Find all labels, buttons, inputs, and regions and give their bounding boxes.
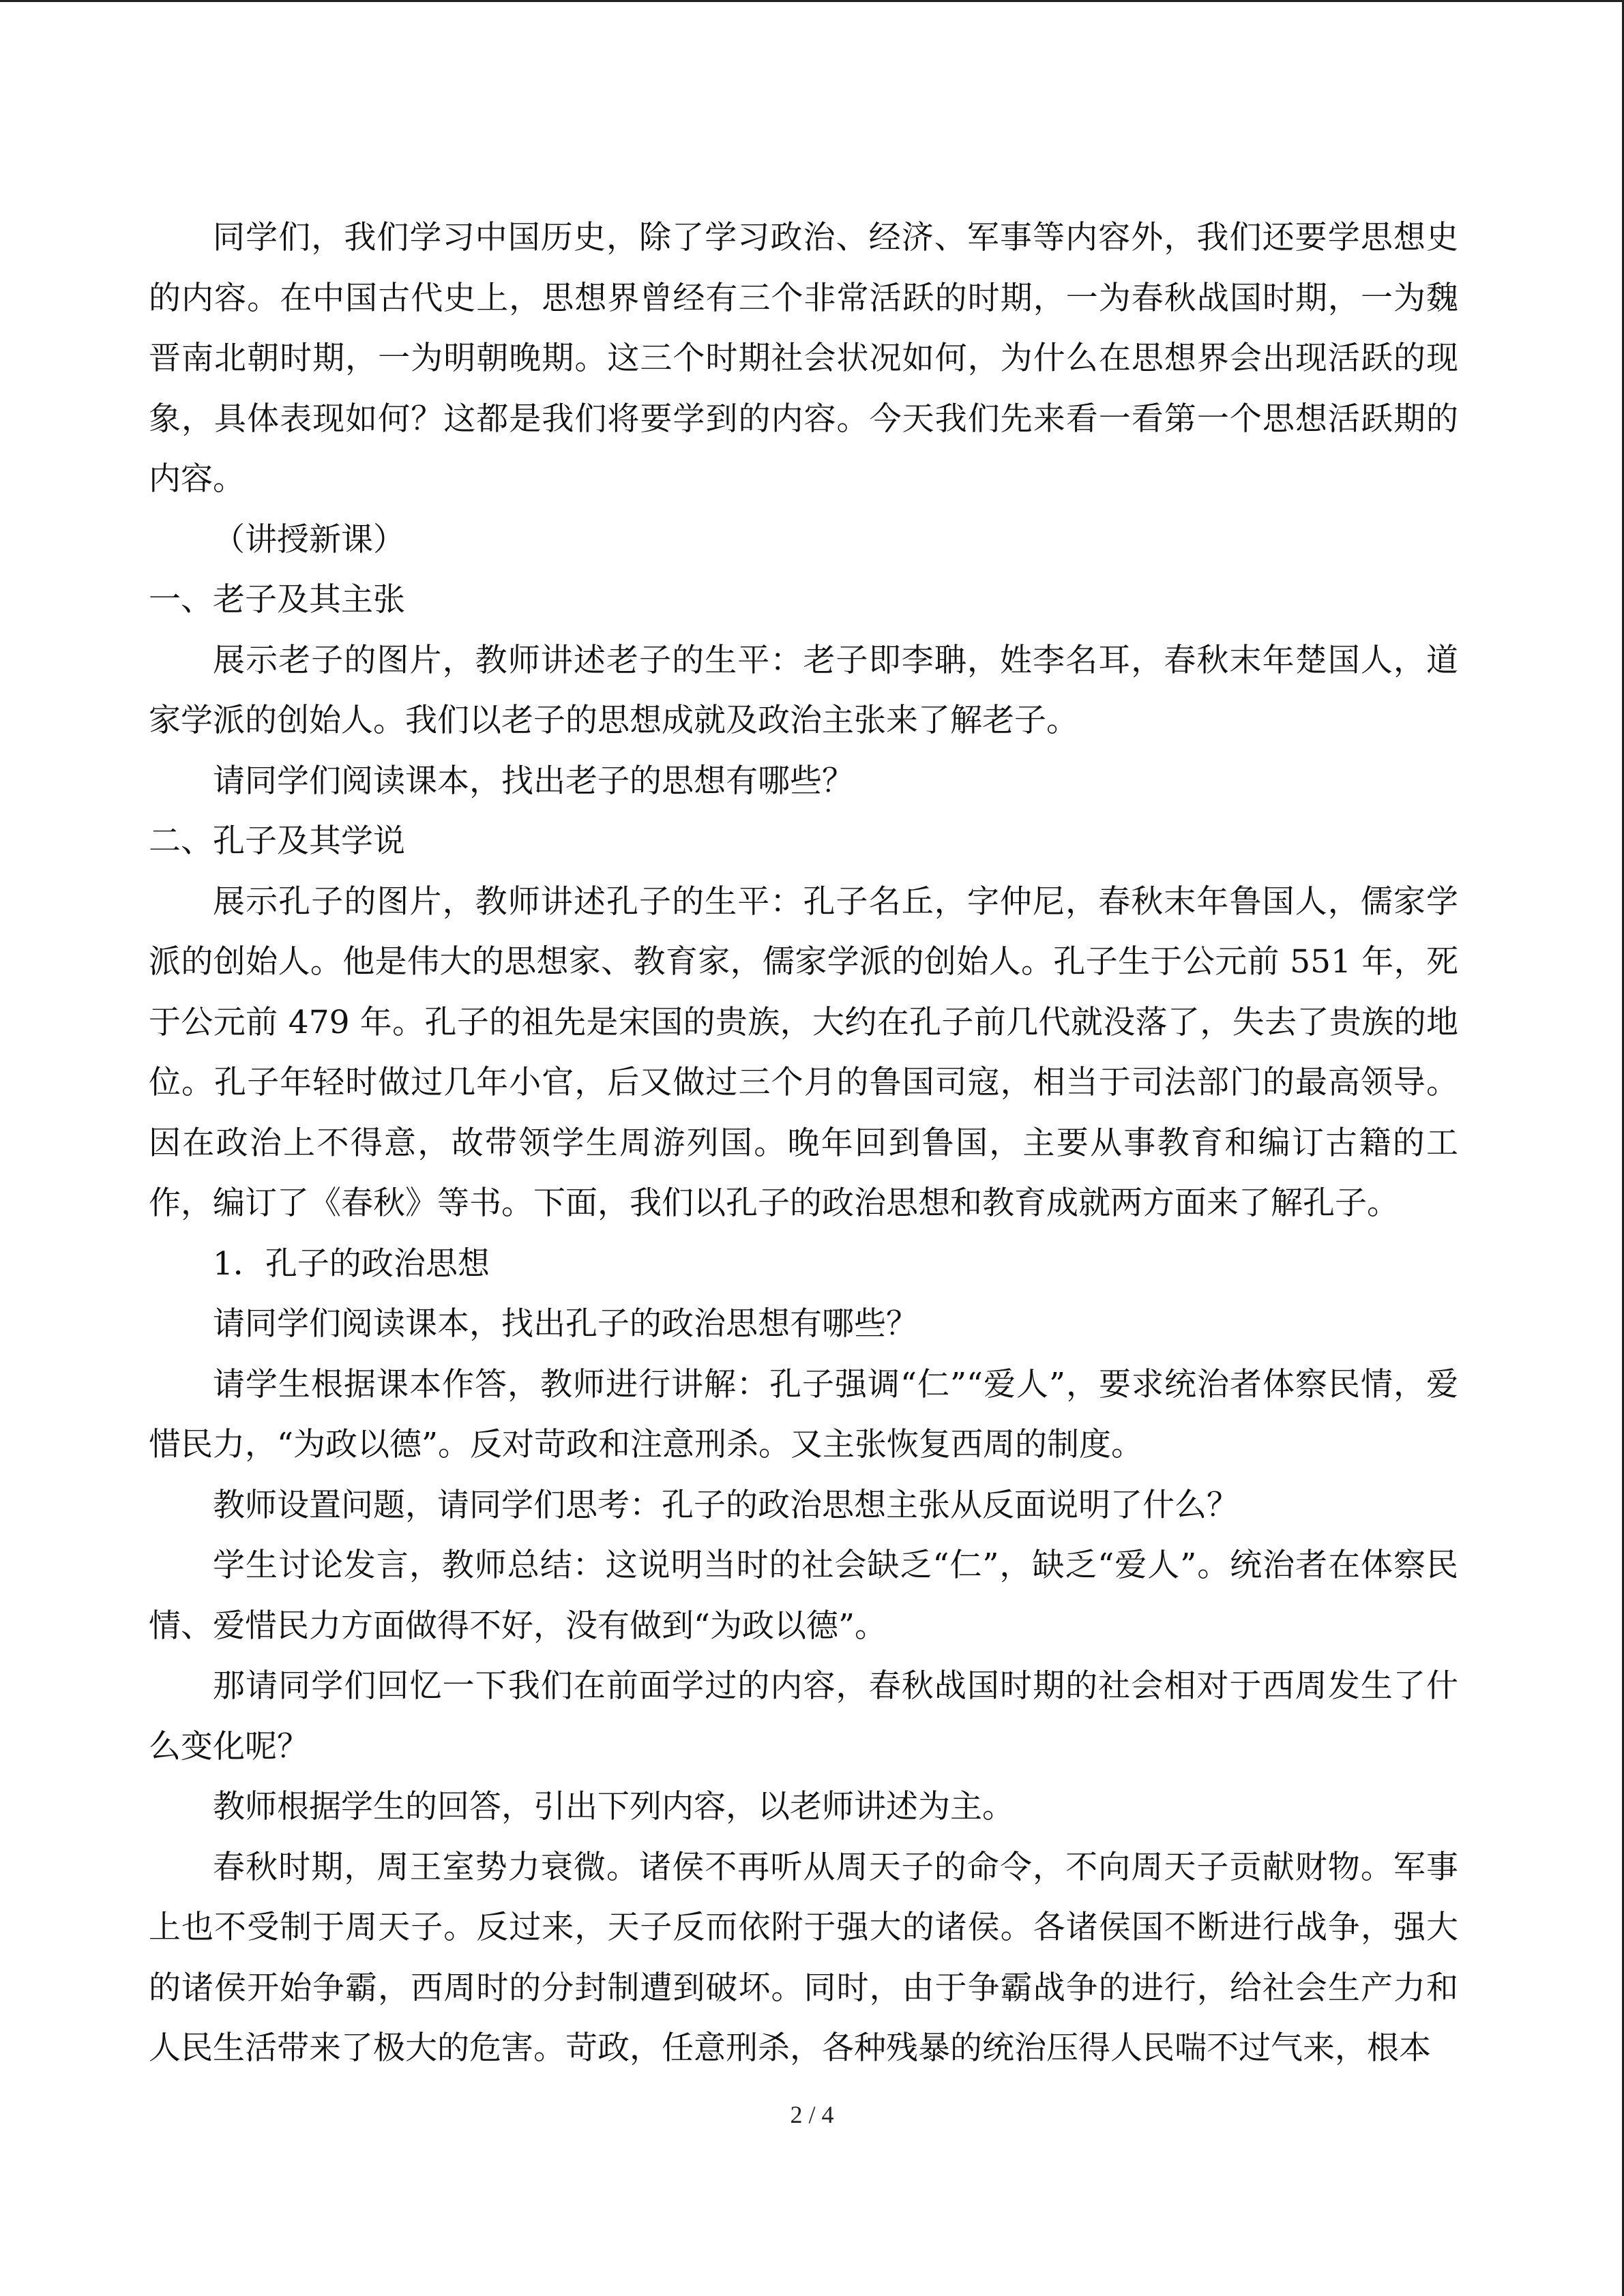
subheading-political-thought: 1．孔子的政治思想 <box>213 1244 490 1283</box>
heading-kongzi: 二、孔子及其学说 <box>149 822 405 860</box>
kongzi-bio-paragraph: 展示孔子的图片，教师讲述孔子的生平：孔子名丘，字仲尼，春秋末年鲁国人，儒家学派的创始人。他是伟大的思想家、教育家，儒家学派的创始人。孔子生于公元前 551 年，死于公元前 479 年。孔子的祖先是宋国的贵族，大约在孔子前几代就没落了，失去了贵族的地位。孔子年轻时做过几年小官，后又做过三个月的鲁国司寇，相当于司法部门的最高领导。因在政治上不得意，故带领学生周游列国。晚年回到鲁国，主要从事教育和编订古籍的工作，编订了《春秋》等书。下面，我们以孔子的政治思想和教育成就两方面来了解孔子。 <box>149 882 1458 1222</box>
section-marker: （讲授新课） <box>213 520 405 558</box>
heading-laozi: 一、老子及其主张 <box>149 581 405 618</box>
teacher-lead-paragraph: 教师根据学生的回答，引出下列内容，以老师讲述为主。 <box>213 1788 1014 1825</box>
kongzi-question-paragraph: 请同学们阅读课本，找出孔子的政治思想有哪些？ <box>213 1305 918 1343</box>
spring-autumn-paragraph: 春秋时期，周王室势力衰微。诸侯不再听从周天子的命令，不向周天子贡献财物。军事上也不受制于周天子。反过来，天子反而依附于强大的诸侯。各诸侯国不断进行战争，强大的诸侯开始争霸，西周时的分封制遭到破坏。同时，由于争霸战争的进行，给社会生产力和人民生活带来了极大的危害。苛政，任意刑杀，各种残暴的统治压得人民喘不过气来，根本 <box>149 1848 1458 2067</box>
teacher-question-paragraph: 教师设置问题，请同学们思考：孔子的政治思想主张从反面说明了什么？ <box>213 1486 1239 1524</box>
discussion-summary-paragraph: 学生讨论发言，教师总结：这说明当时的社会缺乏“仁”，缺乏“爱人”。统治者在体察民情、爱惜民力方面做得不好，没有做到“为政以德”。 <box>149 1547 1458 1645</box>
recall-question-paragraph: 那请同学们回忆一下我们在前面学过的内容，春秋战国时期的社会相对于西周发生了什么变化呢？ <box>149 1667 1458 1765</box>
page-number: 2 / 4 <box>790 2101 834 2128</box>
laozi-question-paragraph: 请同学们阅读课本，找出老子的思想有哪些？ <box>213 762 854 800</box>
laozi-bio-paragraph: 展示老子的图片，教师讲述老子的生平：老子即李聃，姓李名耳，春秋末年楚国人，道家学派的创始人。我们以老子的思想成就及政治主张来了解老子。 <box>149 641 1458 739</box>
document-body <box>149 208 1458 2079</box>
intro-paragraph: 同学们，我们学习中国历史，除了学习政治、经济、军事等内容外，我们还要学思想史的内容。在中国古代史上，思想界曾经有三个非常活跃的时期，一为春秋战国时期，一为魏晋南北朝时期，一为明朝晚期。这三个时期社会状况如何，为什么在思想界会出现活跃的现象，具体表现如何？这都是我们将要学到的内容。今天我们先来看一看第一个思想活跃期的内容。 <box>149 219 1458 498</box>
kongzi-answer-paragraph: 请学生根据课本作答，教师进行讲解：孔子强调“仁”“爱人”，要求统治者体察民情，爱惜民力，“为政以德”。反对苛政和注意刑杀。又主张恢复西周的制度。 <box>149 1365 1458 1463</box>
